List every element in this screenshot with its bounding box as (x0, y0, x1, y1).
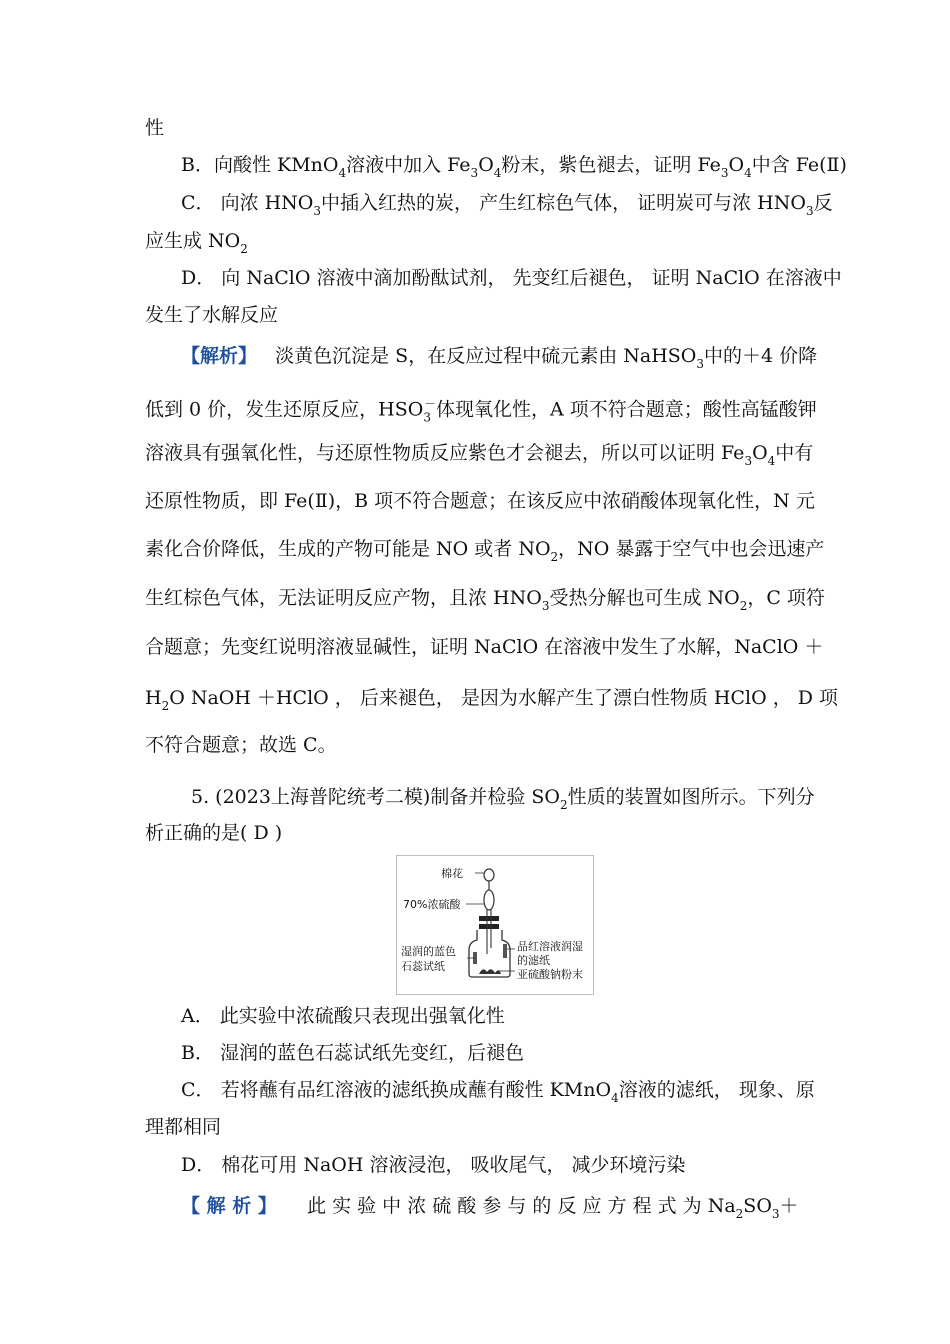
q5-option-b: B． 湿润的蓝色石蕊试纸先变红，后褪色 (181, 1042, 525, 1064)
q5-option-d: D． 棉花可用 NaOH 溶液浸泡， 吸收尾气， 减少环境污染 (181, 1154, 686, 1176)
q5-analysis-line: 【 解 析 】 此 实 验 中 浓 硫 酸 参 与 的 反 应 方 程 式 为 $Na_2SO_3+$ (181, 1195, 799, 1221)
q4-option-c-cont: 应生成 $NO_2$ (145, 230, 248, 256)
q4-option-d: D． 向 NaClO 溶液中滴加酚酞试剂， 先变红后褪色， 证明 NaClO 在溶液中 (181, 267, 842, 289)
q5-option-c-cont: 理都相同 (145, 1116, 222, 1138)
label-powder: 亚硫酸钠粉末 (517, 968, 583, 981)
q4-analysis-line: $H_2O$ NaOH ＋HClO ， 后来褪色， 是因为水解产生了漂白性物质 HClO ， D 项 (145, 687, 839, 713)
label-cotton: 棉花 (441, 867, 463, 880)
q4-analysis-line: 不符合题意；故选 C。 (145, 734, 337, 756)
q5-option-c: C． 若将蘸有品红溶液的滤纸换成蘸有酸性 KMnO$_4$溶液的滤纸， 现象、原 (181, 1079, 815, 1105)
q4-option-d-cont: 发生了水解反应 (145, 304, 279, 326)
label-filter-2: 的滤纸 (517, 954, 550, 967)
q5-stem-cont: 析正确的是( D ) (145, 822, 283, 844)
apparatus-figure (396, 855, 594, 995)
q4-option-c: C． 向浓 $HNO_3$中插入红热的炭， 产生红棕色气体， 证明炭可与浓 $HNO_3$反 (181, 192, 833, 218)
label-litmus-2: 石蕊试纸 (401, 960, 445, 973)
label-litmus-1: 湿润的蓝色 (401, 945, 456, 958)
analysis-label: 【 解 析 】 (181, 1195, 277, 1217)
q4-option-b: B．向酸性 KMnO$_4$溶液中加入 $Fe_3O_4$粉末，紫色褪去，证明 $Fe_3O_4$中含 Fe(Ⅱ) (181, 154, 847, 180)
q4-analysis-line: 素化合价降低，生成的产物可能是 NO 或者 $NO_2$，NO 暴露于空气中也会迅速产 (145, 538, 825, 564)
q5-stem: 5. (2023上海普陀统考二模)制备并检验 $SO_2$性质的装置如图所示。下列分 (191, 786, 815, 812)
label-filter-1: 品红溶液润湿 (517, 940, 583, 953)
q5-option-a: A． 此实验中浓硫酸只表现出强氧化性 (181, 1005, 505, 1027)
q4-analysis-line: 溶液具有强氧化性，与还原性物质反应紫色才会褪去，所以可以证明 $Fe_3O_4$中有 (145, 442, 814, 468)
q4-analysis-line: 生红棕色气体，无法证明反应产物，且浓 $HNO_3$受热分解也可生成 $NO_2$，C 项符 (145, 587, 825, 613)
analysis-label: 【解析】 (181, 345, 258, 367)
label-sulfuric-acid: 70%浓硫酸 (403, 898, 461, 911)
q4-analysis-line: 合题意；先变红说明溶液显碱性，证明 NaClO 在溶液中发生了水解，NaClO ＋ (145, 636, 824, 658)
q4-continuation: 性 (145, 117, 165, 139)
q4-analysis-line: 还原性物质，即 Fe(Ⅱ)，B 项不符合题意；在该反应中浓硝酸体现氧化性，N 元 (145, 490, 815, 512)
q4-analysis-line: 【解析】 淡黄色沉淀是 S，在反应过程中硫元素由 NaHSO$_3$中的＋4 价降 (181, 345, 818, 371)
q4-analysis-line: 低到 0 价，发生还原反应，$HSO_3^-$体现氧化性，A 项不符合题意；酸性高锰酸钾 (145, 397, 817, 425)
